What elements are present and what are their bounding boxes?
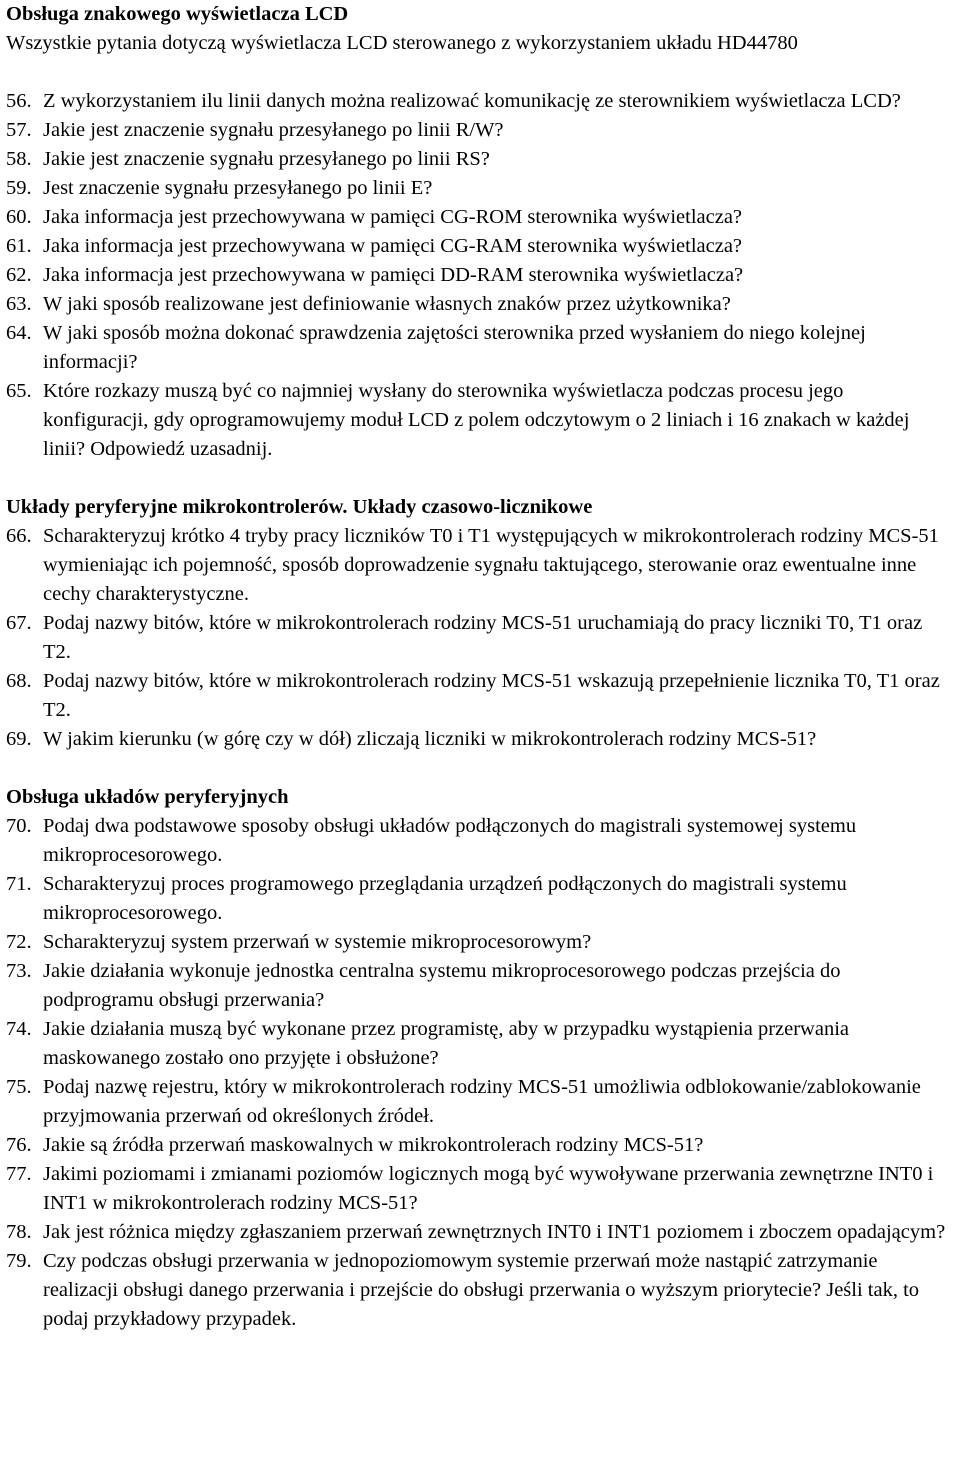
question-text: Jak jest różnica między zgłaszaniem przerwań zewnętrznych INT0 i INT1 poziomem i zboczem opadającym? [43,1221,946,1243]
section-peripherals [6,783,950,1334]
question-item [6,203,950,232]
question-number: 70. [6,815,32,837]
question-number: 73. [6,960,32,982]
question-item [6,1247,950,1334]
question-item [6,928,950,957]
question-text: Które rozkazy muszą być co najmniej wysłany do sterownika wyświetlacza podczas procesu jego konfiguracji, gdy oprogramowujemy moduł LCD z polem odczytowym o 2 liniach i 16 znakach w każdej linii? Odpowiedź uzasadnij. [43,380,910,460]
section-timers [6,493,950,754]
question-text: Jakie jest znaczenie sygnału przesyłanego po linii R/W? [43,119,504,141]
question-text: Jaka informacja jest przechowywana w pamięci CG-ROM sterownika wyświetlacza? [43,206,743,228]
question-text: Jakie są źródła przerwań maskowalnych w mikrokontrolerach rodziny MCS-51? [43,1134,704,1156]
question-number: 79. [6,1250,32,1272]
question-number: 57. [6,119,32,141]
question-number: 75. [6,1076,32,1098]
question-item [6,609,950,667]
section-title: Układy peryferyjne mikrokontrolerów. Układy czasowo-licznikowe [6,496,593,518]
question-number: 61. [6,235,32,257]
question-number: 65. [6,380,32,402]
spacer [6,58,950,87]
question-number: 60. [6,206,32,228]
question-text: W jaki sposób można dokonać sprawdzenia zajętości sterownika przed wysłaniem do niego kolejnej informacji? [43,322,866,373]
question-list [6,522,950,754]
question-text: Podaj nazwy bitów, które w mikrokontrolerach rodziny MCS-51 uruchamiają do pracy liczniki T0, T1 oraz T2. [43,612,923,663]
question-number: 72. [6,931,32,953]
question-list [6,87,950,464]
question-text: Scharakteryzuj krótko 4 tryby pracy liczników T0 i T1 występujących w mikrokontrolerach rodziny MCS-51 wymieniając ich pojemność, sposób doprowadzenie sygnału taktującego, sterowanie oraz ewentualne inne cechy charakterystyczne. [43,525,939,605]
question-item [6,145,950,174]
question-text: Czy podczas obsługi przerwania w jednopoziomowym systemie przerwań może nastąpić zatrzymanie realizacji obsługi danego przerwania i przejście do obsługi przerwania o wyższym priorytecie? Jeśli tak, to podaj przykładowy przypadek. [43,1250,920,1330]
question-text: Scharakteryzuj proces programowego przeglądania urządzeń podłączonych do magistrali systemu mikroprocesorowego. [43,873,847,924]
question-item [6,957,950,1015]
question-text: Podaj dwa podstawowe sposoby obsługi układów podłączonych do magistrali systemowej systemu mikroprocesorowego. [43,815,857,866]
question-number: 76. [6,1134,32,1156]
question-text: W jaki sposób realizowane jest definiowanie własnych znaków przez użytkownika? [43,293,731,315]
question-number: 66. [6,525,32,547]
section-title: Obsługa znakowego wyświetlacza LCD [6,3,349,25]
question-number: 64. [6,322,32,344]
question-item [6,1073,950,1131]
question-text: Jakie działania muszą być wykonane przez programistę, aby w przypadku wystąpienia przerwania maskowanego zostało ono przyjęte i obsłużone? [43,1018,850,1069]
question-number: 68. [6,670,32,692]
question-number: 67. [6,612,32,634]
question-item [6,1015,950,1073]
question-number: 63. [6,293,32,315]
question-item [6,377,950,464]
question-item [6,232,950,261]
question-number: 59. [6,177,32,199]
question-list [6,812,950,1334]
question-item [6,725,950,754]
question-item [6,870,950,928]
question-item [6,1131,950,1160]
question-text: Scharakteryzuj system przerwań w systemie mikroprocesorowym? [43,931,592,953]
question-text: Z wykorzystaniem ilu linii danych można realizować komunikację ze sterownikiem wyświetlacza LCD? [43,90,901,112]
question-item [6,116,950,145]
question-item [6,812,950,870]
question-number: 62. [6,264,32,286]
question-number: 56. [6,90,32,112]
question-item [6,290,950,319]
question-item [6,87,950,116]
question-text: Podaj nazwy bitów, które w mikrokontrolerach rodziny MCS-51 wskazują przepełnienie licznika T0, T1 oraz T2. [43,670,940,721]
question-item [6,261,950,290]
question-text: Jest znaczenie sygnału przesyłanego po linii E? [43,177,433,199]
question-number: 77. [6,1163,32,1185]
question-item [6,667,950,725]
question-item [6,174,950,203]
question-text: Jaka informacja jest przechowywana w pamięci DD-RAM sterownika wyświetlacza? [43,264,744,286]
question-text: Jakie działania wykonuje jednostka centralna systemu mikroprocesorowego podczas przejścia do podprogramu obsługi przerwania? [43,960,841,1011]
question-text: Jakie jest znaczenie sygnału przesyłanego po linii RS? [43,148,490,170]
question-text: Jaka informacja jest przechowywana w pamięci CG-RAM sterownika wyświetlacza? [43,235,743,257]
question-text: W jakim kierunku (w górę czy w dół) zliczają liczniki w mikrokontrolerach rodziny MCS-51? [43,728,817,750]
question-number: 74. [6,1018,32,1040]
question-item [6,1218,950,1247]
section-lcd [6,0,950,464]
question-number: 58. [6,148,32,170]
question-text: Podaj nazwę rejestru, który w mikrokontrolerach rodziny MCS-51 umożliwia odblokowanie/zablokowanie przyjmowania przerwań od określonych źródeł. [43,1076,921,1127]
section-title: Obsługa układów peryferyjnych [6,786,289,808]
question-item [6,1160,950,1218]
section-intro: Wszystkie pytania dotyczą wyświetlacza LCD sterowanego z wykorzystaniem układu HD44780 [6,32,798,54]
question-number: 71. [6,873,32,895]
question-text: Jakimi poziomami i zmianami poziomów logicznych mogą być wywoływane przerwania zewnętrzne INT0 i INT1 w mikrokontrolerach rodziny MCS-51? [43,1163,934,1214]
question-number: 69. [6,728,32,750]
question-item [6,522,950,609]
question-item [6,319,950,377]
question-number: 78. [6,1221,32,1243]
